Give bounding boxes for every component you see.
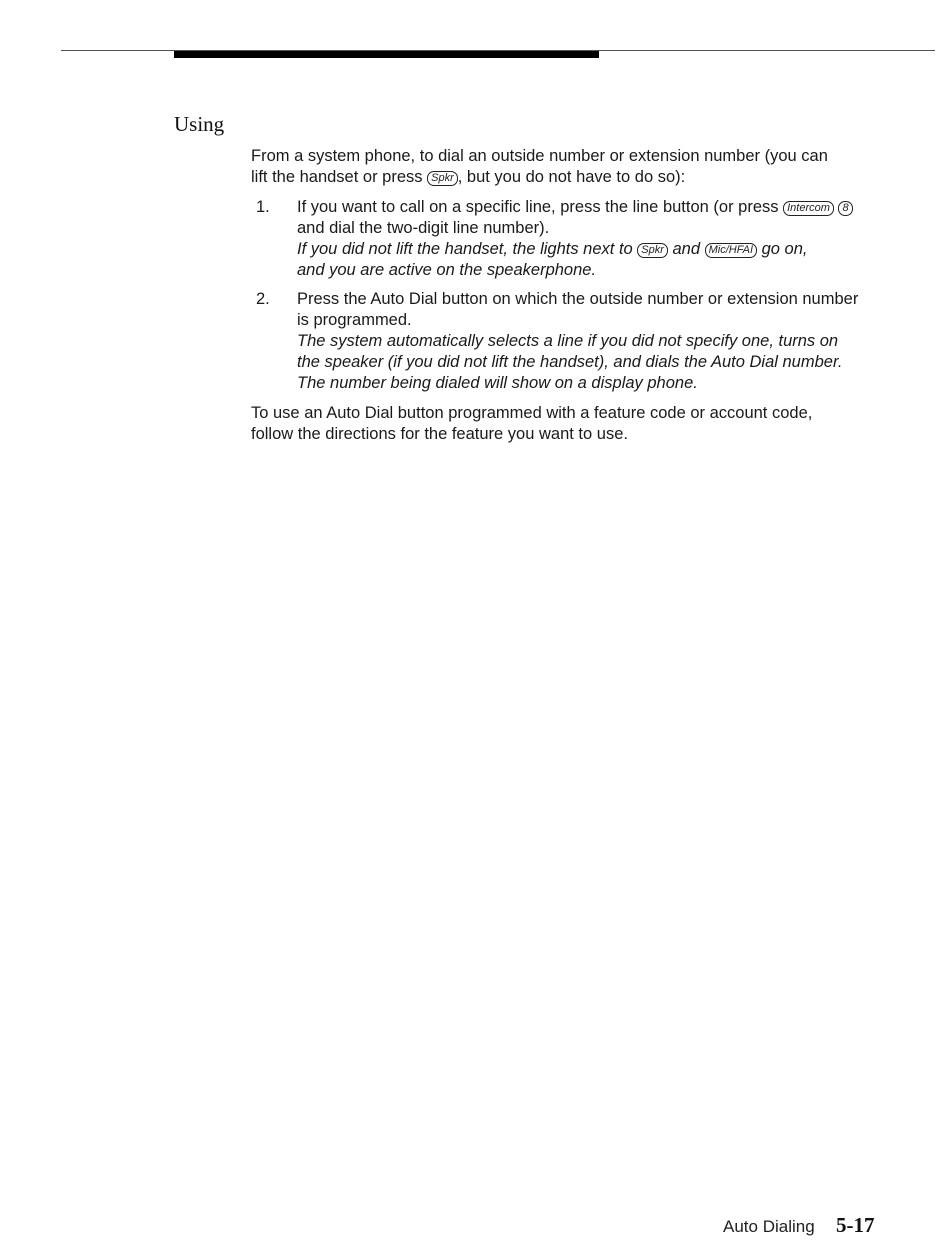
step-1-line-2: and dial the two-digit line number). — [297, 219, 550, 237]
mic-hfai-key-icon: Mic/HFAI — [705, 243, 757, 258]
spkr-key-icon: Spkr — [427, 171, 458, 186]
step-2-result-line-2: the speaker (if you did not lift the handset), and dials the Auto Dial number. — [297, 353, 843, 371]
step-1-number: 1. — [256, 198, 270, 216]
intro-paragraph — [251, 146, 891, 188]
digit-8-key-icon: 8 — [838, 201, 852, 216]
closing-line-2: follow the directions for the feature you want to use. — [251, 425, 628, 443]
intro-line-1: From a system phone, to dial an outside number or extension number (you can — [251, 147, 828, 165]
closing-paragraph — [251, 403, 891, 445]
footer-section-title: Auto Dialing — [723, 1217, 815, 1236]
header-bar — [174, 51, 599, 58]
step-2-result-line-1: The system automatically selects a line if you did not specify one, turns on — [297, 332, 839, 350]
intro-line-2: lift the handset or press Spkr , but you do not have to do so): — [251, 168, 686, 186]
section-heading: Using — [174, 112, 225, 136]
intercom-key-icon: Intercom — [783, 201, 834, 216]
closing-line-1: To use an Auto Dial button programmed with a feature code or account code, — [251, 404, 813, 422]
spkr-key-icon: Spkr — [637, 243, 668, 258]
step-1-line-1: If you want to call on a specific line, press the line button (or press Intercom 8 — [297, 197, 897, 218]
step-2-result-line-3: The number being dialed will show on a display phone. — [297, 374, 698, 392]
step-2-line-2: is programmed. — [297, 311, 412, 329]
step-1-result: If you did not lift the handset, the lights next to Spkr and Mic/HFAI go on, — [297, 240, 808, 258]
step-1-result-line-2: and you are active on the speakerphone. — [297, 261, 597, 279]
step-2-line-1: Press the Auto Dial button on which the outside number or extension number — [297, 290, 859, 308]
step-2-number: 2. — [256, 290, 270, 308]
page-number: 5-17 — [836, 1213, 875, 1237]
